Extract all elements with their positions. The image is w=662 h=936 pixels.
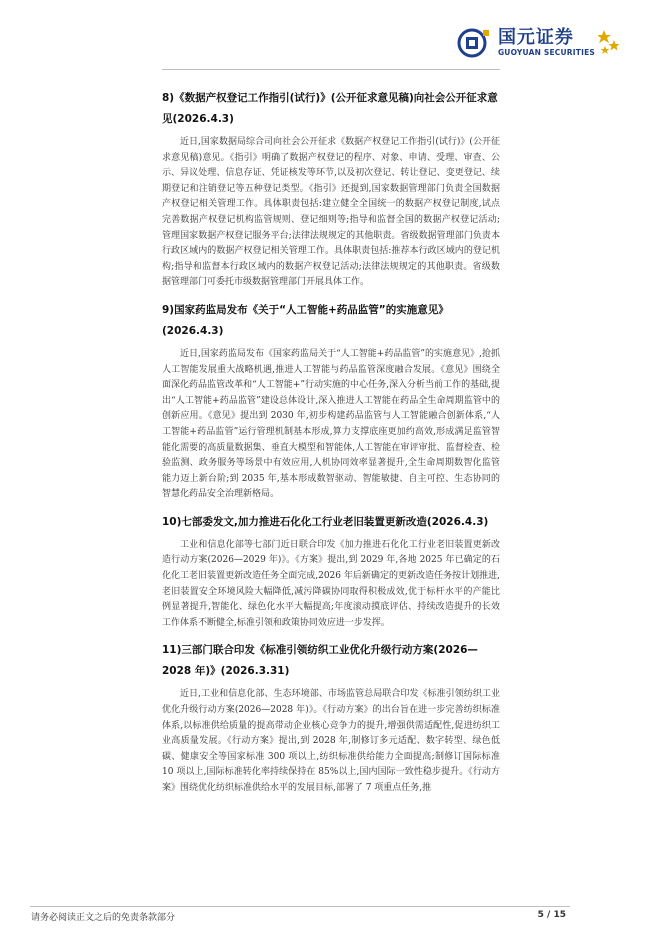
brand-name-cn: 国元证券 [497,27,574,48]
section-title: 8)《数据产权登记工作指引(试行)》(公开征求意见稿)向社会公开征求意见(2026.4.3) [162,92,498,125]
gold-stars-icon [598,30,620,56]
section-title: 10)七部委发文,加力推进石化化工行业老旧装置更新改造(2026.4.3) [162,515,489,528]
main-content [162,88,500,806]
section-body: 近日,国家药监局发布《国家药监局关于“人工智能+药品监管”的实施意见》,抢抓人工智能发展重大战略机遇,推进人工智能与药品监管深度融合发展。《意见》围绕全面深化药品监管改革和“人工智能+”行动实施的中心任务,深入分析当前工作的基础,提出“人工智能+药品监管”建设总体设计,深入推进人工智能在药品全生命周期监管中的创新应用。《意见》提出到 2030 年,初步构建药品监管与人工智能融合创新体系,“人工智能+药品监管”运行管理机制基本形成,算力支撑底座更加约高效,形成满足监管智能化需要的高质量数据集、垂直大模型和智能体,人工智能在审评审批、监督检查、检验监测、政务服务等场景中有效应用,人机协同效率显著提升,全生命周期数智化监管能力迈上新台阶;到 2035 年,基本形成数智驱动、智能敏捷、自主可控、生态协同的智慧化药品安全治理新格局。 [162,348,500,500]
header-divider [162,69,500,70]
guoyuan-logo-icon [457,28,493,58]
page-number: 5 / 15 [537,910,566,920]
brand-logo [457,28,620,58]
footer-disclaimer: 请务必阅读正文之后的免责条款部分 [31,913,176,923]
section-body: 工业和信息化部等七部门近日联合印发《加力推进石化化工行业老旧装置更新改造行动方案(2026—2029 年)》。《方案》提出,到 2029 年,各地 2025 年已确定的石化化工老旧装置更新改造任务全面完成,2026 年后新确定的更新改造任务按计划推进,老旧装置安全环境风险大幅降低,减污降碳协同取得积极成效,优于标杆水平的产能比例显著提升,智能化、绿色化水平大幅提高;年度滚动摸底评估、持续改造提升的长效工作体系不断健全,标准引领和政策协同效应进一步发挥。 [162,539,500,628]
page-header [0,0,662,64]
section-title: 9)国家药监局发布《关于“人工智能+药品监管”的实施意见》(2026.4.3) [162,303,449,337]
section-9 [162,300,500,503]
section-body: 近日,工业和信息化部、生态环境部、市场监管总局联合印发《标准引领纺织工业优化升级行动方案(2026—2028 年)》。《行动方案》的出台旨在进一步完善纺织标准体系,以标准供给质量的提高带动企业核心竞争力的提升,增强供需适配性,促进纺织工业高质量发展。《行动方案》提出,到 2028 年,制修订多元适配、数字转型、绿色低碳、健康安全等国家标准 300 项以上,纺织标准供给能力全面提高;制修订国际标准 10 项以上,国际标准转化率持续保持在 85%以上,国内国际一致性稳步提升。《行动方案》围绕优化纺织标准供给水平的发展目标,部署了 7 项重点任务,推 [162,689,500,793]
brand-name-en: GUOYUAN SECURITIES [497,48,595,57]
footer-divider [30,906,570,907]
section-10 [162,512,500,632]
section-title: 11)三部门联合印发《标准引领纺织工业优化升级行动方案(2026—2028 年)》(2026.3.31) [162,644,478,678]
section-8 [162,88,500,291]
section-body: 近日,国家数据局综合司向社会公开征求《数据产权登记工作指引(试行)》(公开征求意见稿)意见。《指引》明确了数据产权登记的程序、对象、申请、受理、审查、公示、异议处理、信息存证、凭证核发等环节,以及初次登记、转让登记、变更登记、续期登记和注销登记等五种登记类型。《指引》还提到,国家数据管理部门负责全国数据产权登记相关管理工作。具体职责包括:建立健全全国统一的数据产权登记制度,试点完善数据产权登记机构监管规则、登记细则等;指导和监督全国的数据产权登记活动;管理国家数据产权登记服务平台;法律法规规定的其他职责。省级数据管理部门负责本行政区域内的数据产权登记相关管理工作。具体职责包括:推荐本行政区域内的登记机构;指导和监督本行政区域内的数据产权登记活动;法律法规规定的其他职责。省级数据管理部门可委托市级数据管理部门开展具体工作。 [162,137,500,288]
section-11 [162,640,500,796]
